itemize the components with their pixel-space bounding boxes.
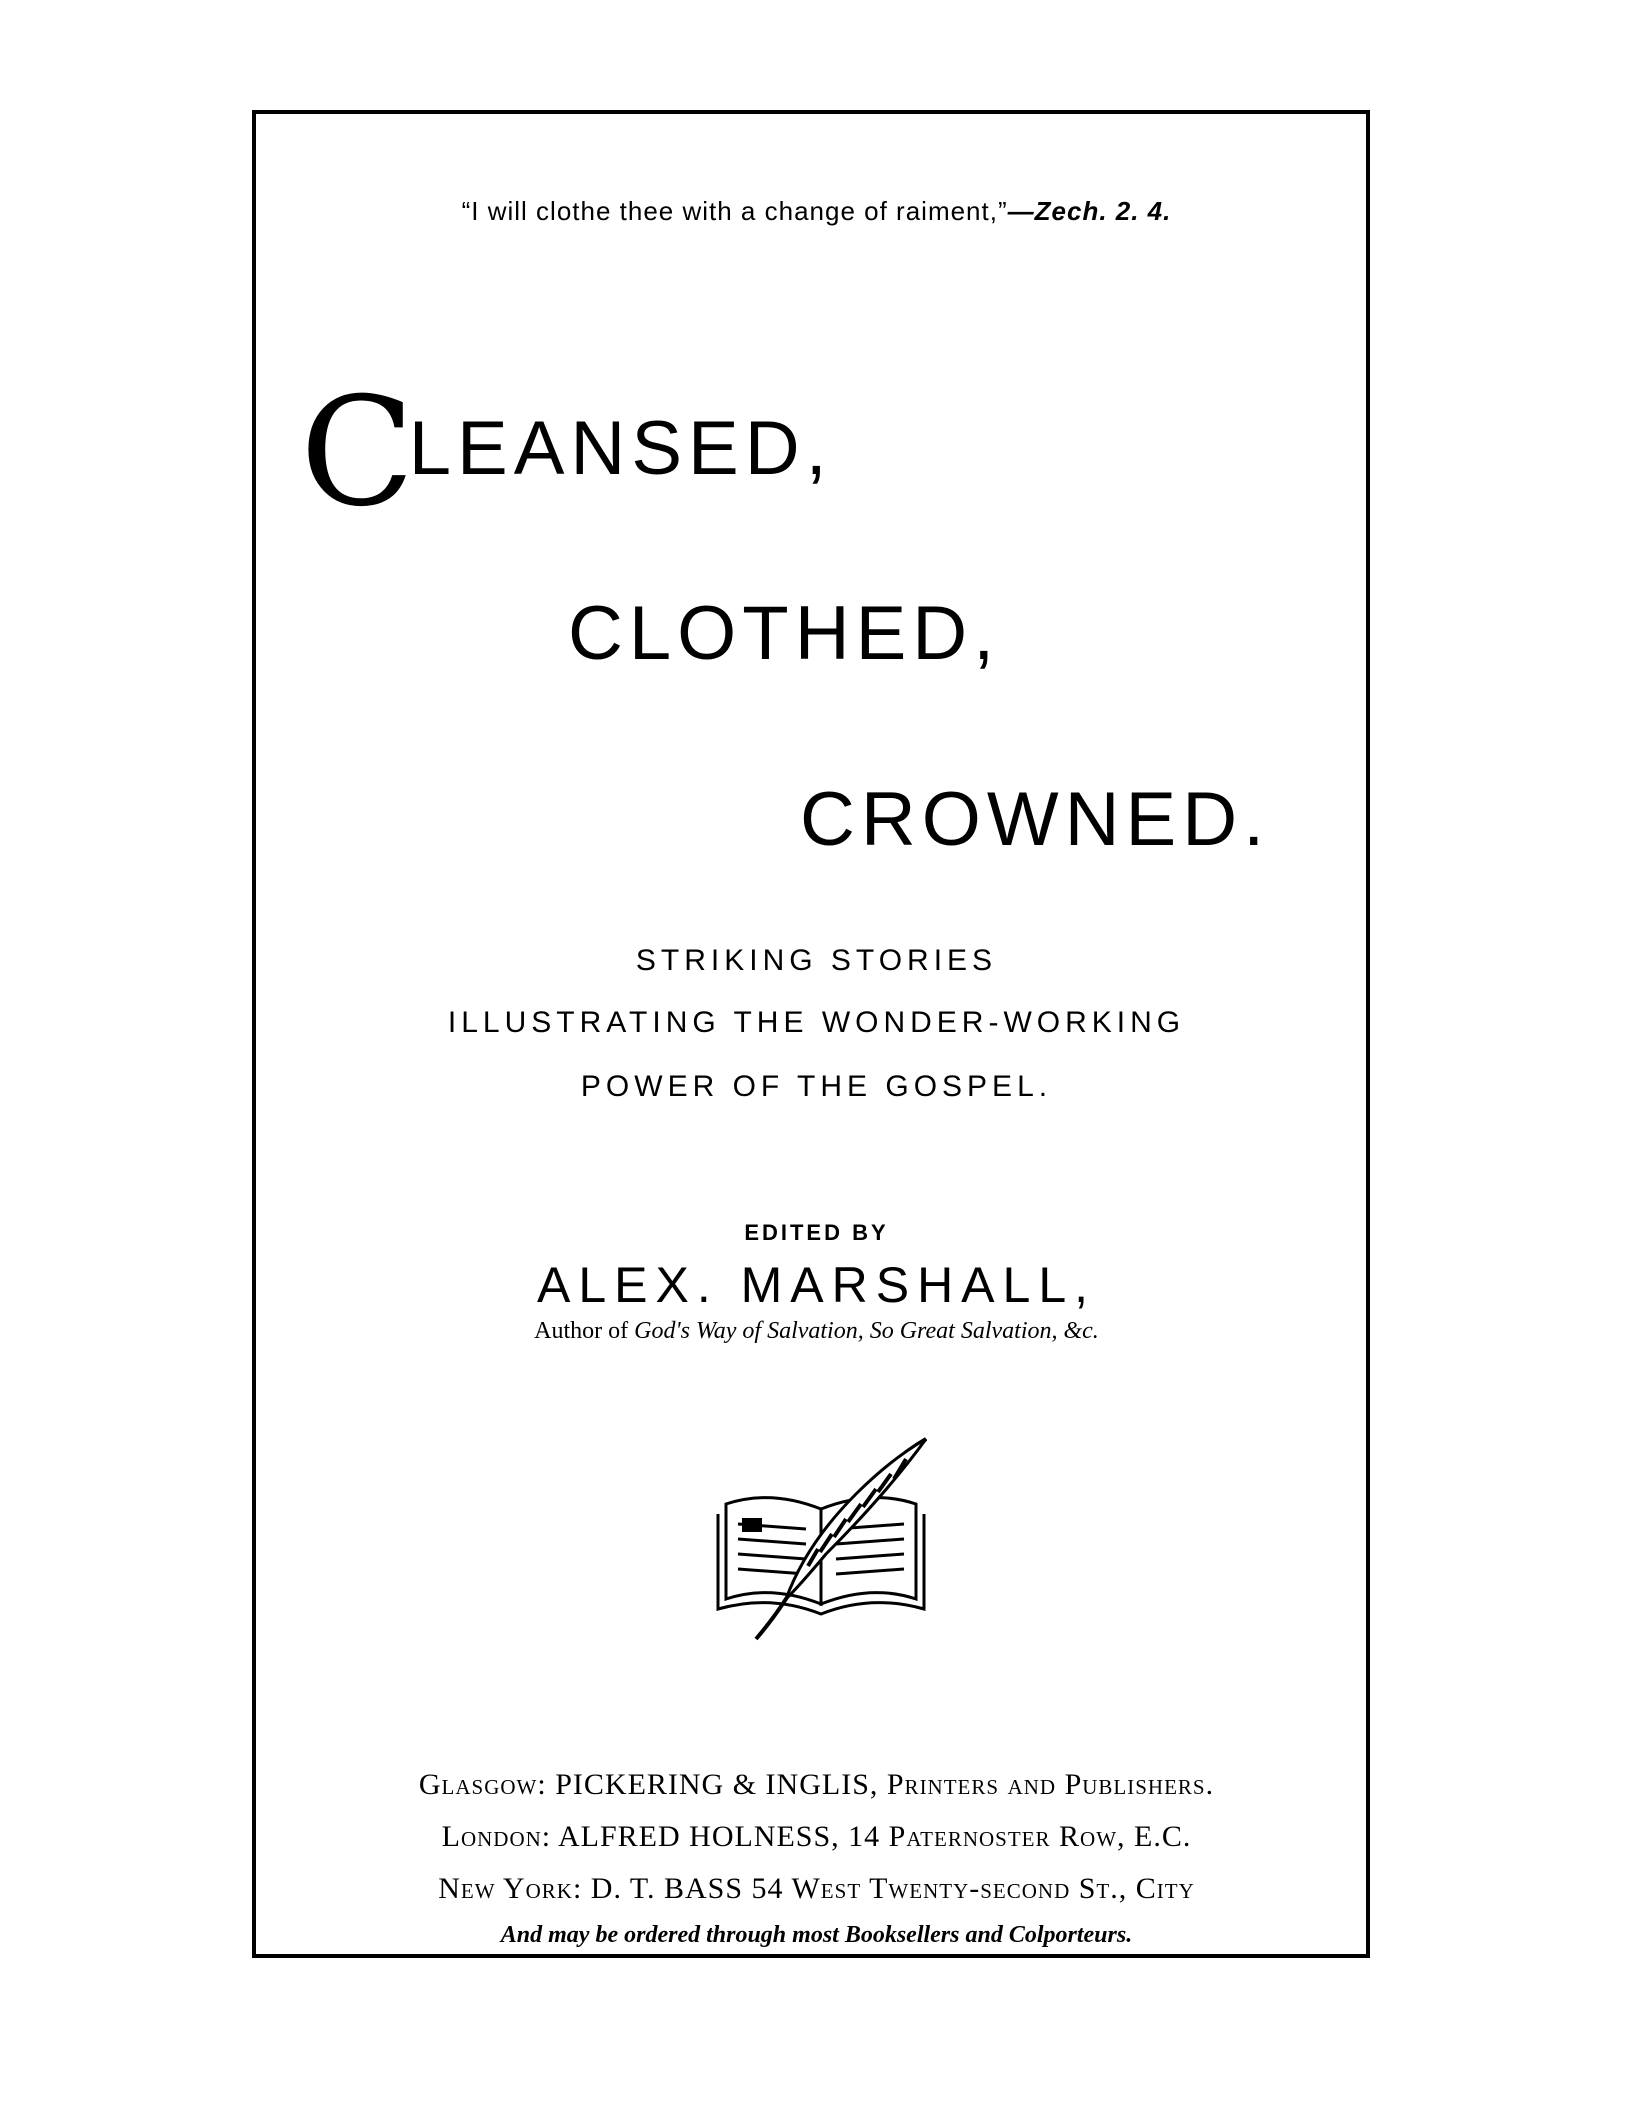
book-and-quill-icon (716, 1434, 941, 1654)
imprint-glasgow: Glasgow: PICKERING & INGLIS, Printers and Publishers. (418, 1768, 1215, 1801)
author-credits (0, 1318, 1633, 1345)
author-of-label: Author of (534, 1318, 629, 1344)
title-line-1-rest: LEANSED, (408, 406, 833, 491)
title-line-2: CLOTHED, (568, 591, 1001, 676)
subtitle-line-2: ILLUSTRATING THE WONDER-WORKING (447, 1006, 1186, 1039)
epigraph-quote: “I will clothe thee with a change of raiment,” (461, 196, 1008, 226)
imprint-new-york: New York: D. T. BASS 54 West Twenty-second St., City (438, 1872, 1195, 1905)
title-initial: C (300, 366, 415, 540)
subtitle-line-3: POWER OF THE GOSPEL. (580, 1070, 1053, 1103)
subtitle-line-1: STRIKING STORIES (635, 944, 998, 977)
imprint-london: London: ALFRED HOLNESS, 14 Paternoster Row, E.C. (441, 1820, 1192, 1853)
author-works: God's Way of Salvation, So Great Salvation, &c. (634, 1318, 1099, 1344)
epigraph-reference: —Zech. 2. 4. (1007, 196, 1172, 226)
title-line-1 (300, 366, 833, 540)
editor-name: ALEX. MARSHALL, (536, 1257, 1097, 1313)
epigraph (0, 196, 1633, 227)
edited-by-label: EDITED BY (744, 1220, 889, 1245)
title-line-3: CROWNED. (800, 777, 1271, 862)
imprint-booksellers: And may be ordered through most Booksellers and Colporteurs. (500, 1922, 1133, 1948)
